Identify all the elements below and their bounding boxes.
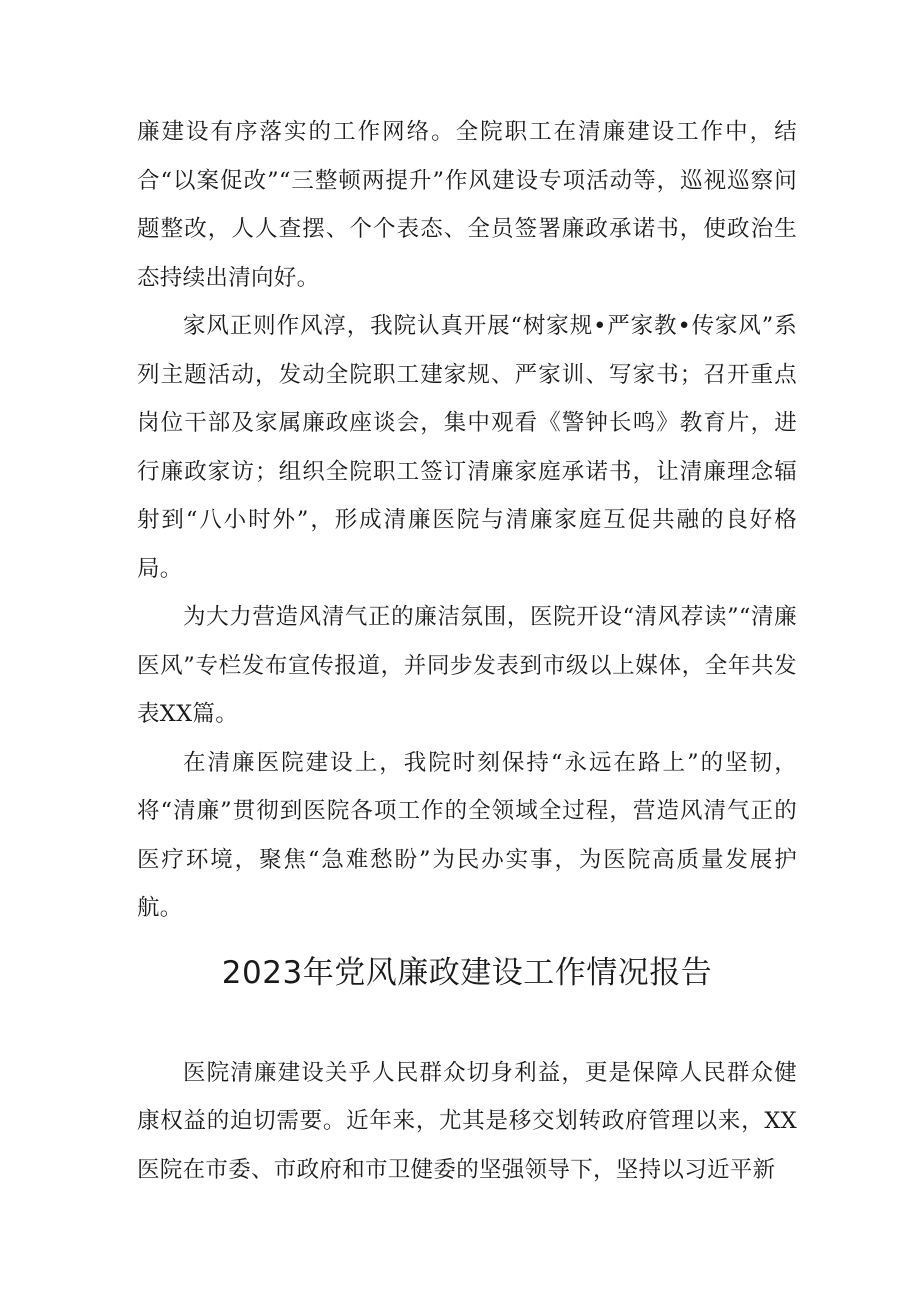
report-title: 2023年党风廉政建设工作情况报告 [221,954,713,991]
paragraph-intro: 医院清廉建设关乎人民群众切身利益，更是保障人民群众健康权益的迫切需要。近年来，尤其是移交划转政府管理以来，XX医院在市委、市政府和市卫健委的坚强领导下，坚持以习近平新 [137,1059,797,1183]
paragraph-family-style: 家风正则作风淳，我院认真开展“树家规•严家教•传家风”系列主题活动，发动全院职工建家规、严家训、写家书；召开重点岗位干部及家属廉政座谈会，集中观看《警钟长鸣》教育片，进行廉政家访；组织全院职工签订清廉家庭承诺书，让清廉理念辐射到“八小时外”，形成清廉医院与清廉家庭互促共融的良好格局。 [137,313,797,582]
paragraph-hospital-building: 在清廉医院建设上，我院时刻保持“永远在路上”的坚韧，将“清廉”贯彻到医院各项工作的全领域全过程，营造风清气正的医疗环境，聚焦“急难愁盼”为民办实事，为医院高质量发展护航。 [137,749,797,921]
paragraph-publicity: 为大力营造风清气正的廉洁氛围，医院开设“清风荐读”“清廉医风”专栏发布宣传报道，并同步发表到市级以上媒体，全年共发表XX篇。 [137,604,797,727]
document-body [137,108,797,1194]
paragraph-continued: 廉建设有序落实的工作网络。全院职工在清廉建设工作中，结合“以案促改”“三整顿两提升”作风建设专项活动等，巡视巡察问题整改，人人查摆、个个表态、全员签署廉政承诺书，使政治生态持续出清向好。 [137,119,797,291]
report-body [137,1049,797,1195]
